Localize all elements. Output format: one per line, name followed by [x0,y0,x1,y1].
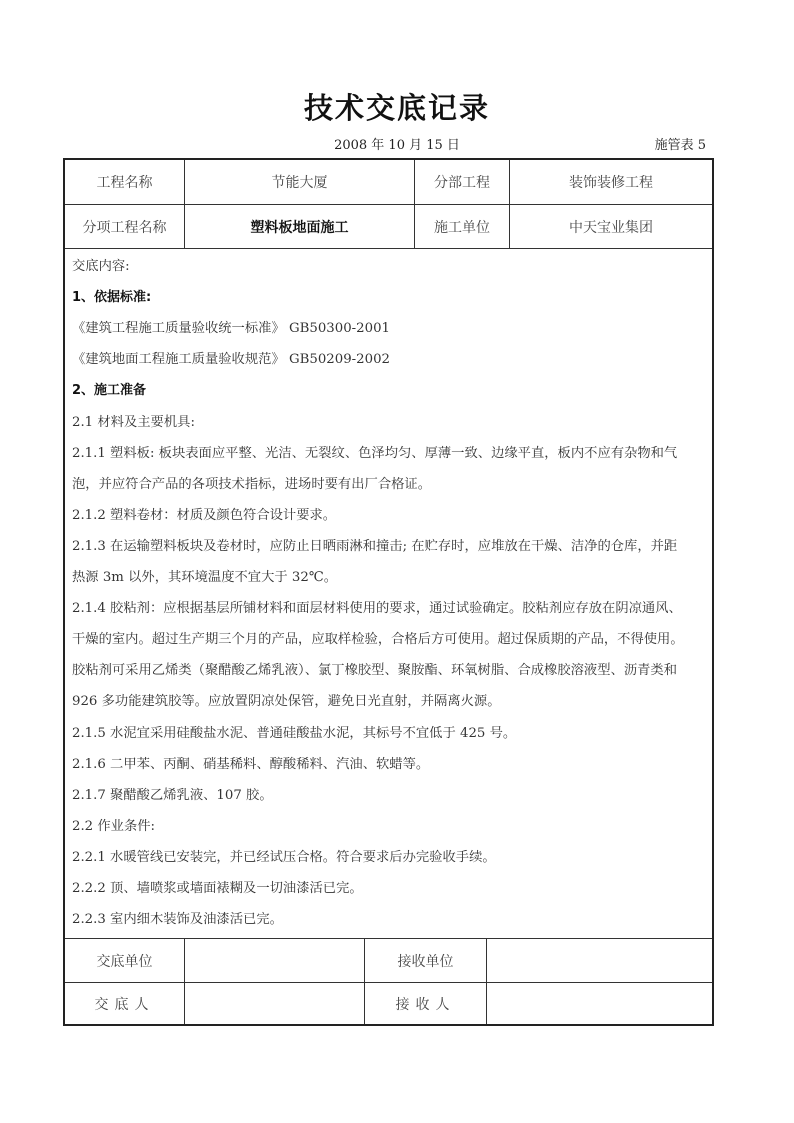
receiver-value [487,983,712,1024]
contractor-label: 施工单位 [415,205,510,248]
content-line: 2.2.2 顶、墙喷浆或墙面裱糊及一切油漆活已完。 [72,881,363,896]
header-row-2 [65,205,712,249]
receiver-label: 接收人 [365,983,487,1024]
content-line: 2.1.7 聚醋酸乙烯乳液、107 胶。 [72,787,273,803]
receiving-unit-value [487,939,712,982]
handover-unit-label: 交底单位 [65,939,185,982]
footer-row-1 [65,939,712,983]
project-name-label: 工程名称 [65,160,185,204]
handover-person-value [185,983,365,1024]
content-line: 2.1.5 水泥宜采用硅酸盐水泥、普通硅酸盐水泥，其标号不宜低于 425 号。 [72,725,517,741]
division-label: 分部工程 [415,160,510,204]
content-line: 胶粘剂可采用乙烯类（聚醋酸乙烯乳液）、氯丁橡胶型、聚胺酯、环氧树脂、合成橡胶溶液型、沥青类和 [72,663,678,679]
content-line: 干燥的室内。超过生产期三个月的产品，应取样检验，合格后方可使用。超过保质期的产品，不得使用。 [72,632,684,648]
section-heading: 1、依据标准: [72,290,152,306]
handover-person-label: 交底人 [65,983,185,1024]
record-table [63,158,714,1026]
footer-row-2 [65,983,712,1024]
form-number: 施管表 5 [654,138,706,153]
document-date: 2008 年 10 月 15 日 [334,138,460,153]
content-line: 泡，并应符合产品的各项技术指标，进场时要有出厂合格证。 [72,476,432,492]
division-value: 装饰装修工程 [569,175,653,191]
header-row-1 [65,160,712,205]
project-name-value: 节能大厦 [185,160,415,204]
content-section [65,249,712,939]
section-heading: 2、施工准备 [72,383,147,399]
content-line: 926 多功能建筑胶等。应放置阴凉处保管，避免日光直射，并隔离火源。 [72,694,501,710]
document-title: 技术交底记录 [303,91,490,125]
content-line: 交底内容: [72,259,130,274]
content-line: 2.2.1 水暖管线已安装完，并已经试压合格。符合要求后办完验收手续。 [72,849,496,865]
content-line: 《建筑工程施工质量验收统一标准》 GB50300-2001 [72,321,391,337]
content-line: 2.1.4 胶粘剂：应根据基层所铺材料和面层材料使用的要求，通过试验确定。胶粘剂应存放在阴凉通风、 [72,601,682,617]
content-line: 2.2.3 室内细木装饰及油漆活已完。 [72,912,283,928]
subitem-label: 分项工程名称 [65,205,185,248]
handover-unit-value [185,939,365,982]
content-line: 2.1.6 二甲苯、丙酮、硝基稀料、醇酸稀料、汽油、软蜡等。 [72,756,430,772]
content-line: 2.1.2 塑料卷材：材质及颜色符合设计要求。 [72,507,337,523]
subitem-value: 塑料板地面施工 [185,205,415,248]
contractor-value: 中天宝业集团 [569,219,653,236]
content-line: 2.1.3 在运输塑料板块及卷材时，应防止日晒雨淋和撞击; 在贮存时，应堆放在干燥、洁净的仓库，并距 [72,538,678,554]
content-line: 2.1.1 塑料板: 板块表面应平整、光洁、无裂纹、色泽均匀、厚薄一致、边缘平直，板内不应有杂物和气 [72,445,678,461]
content-line: 2.1 材料及主要机具: [72,414,195,430]
receiving-unit-label: 接收单位 [365,939,487,982]
content-line: 《建筑地面工程施工质量验收规范》 GB50209-2002 [72,352,391,368]
content-line: 热源 3m 以外，其环境温度不宜大于 32℃。 [72,570,337,585]
content-line: 2.2 作业条件: [72,818,156,834]
